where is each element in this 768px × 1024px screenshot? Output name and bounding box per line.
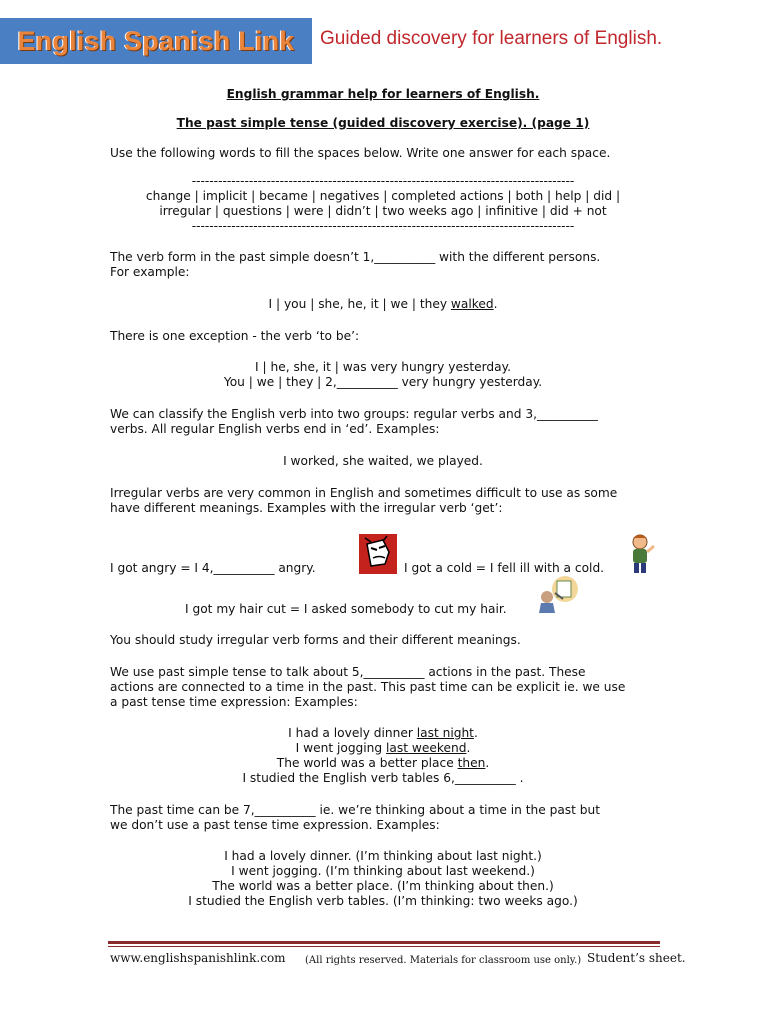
paragraph-4-line-2: have different meanings. Examples with the irregular verb ‘get’: xyxy=(110,501,503,515)
get-example-cold: I got a cold = I fell ill with a cold. xyxy=(404,561,605,575)
footer-rule-thin xyxy=(108,946,660,947)
example-to-be-1: I | he, she, it | was very hungry yesterday. xyxy=(255,360,511,374)
paragraph-6-line-2: actions are connected to a time in the past. This past time can be explicit ie. we use xyxy=(110,680,626,694)
paragraph-6-line-1: We use past simple tense to talk about 5,__________ actions in the past. These xyxy=(110,665,586,679)
paragraph-7-line-2: we don’t use a past tense time expression. Examples: xyxy=(110,818,440,832)
paragraph-7-line-1: The past time can be 7,__________ ie. we’re thinking about a time in the past but xyxy=(110,803,601,817)
example-implicit-4: I studied the English verb tables. (I’m thinking: two weeks ago.) xyxy=(188,894,578,908)
example-explicit-3 xyxy=(108,756,658,771)
example-explicit-1-time: last night xyxy=(416,726,474,740)
logo-text: English Spanish Link xyxy=(17,25,295,56)
example-persons-period: . xyxy=(493,297,498,311)
get-example-angry: I got angry = I 4,__________ angry. xyxy=(110,561,316,575)
paragraph-1-line-1: The verb form in the past simple doesn’t 1,__________ with the different persons. xyxy=(110,250,601,264)
example-explicit-2-text: I went jogging xyxy=(295,741,387,755)
paragraph-2: There is one exception - the verb ‘to be’: xyxy=(110,329,360,343)
tagline: Guided discovery for learners of English. xyxy=(320,28,663,49)
haircut-icon xyxy=(535,575,583,615)
footer-sheet-label: Student’s sheet. xyxy=(587,951,686,965)
page-subtitle: The past simple tense (guided discovery exercise). (page 1) xyxy=(176,116,590,130)
paragraph-1-line-2: For example: xyxy=(110,265,190,279)
example-explicit-1 xyxy=(108,726,658,741)
footer-rule-thick xyxy=(108,941,660,944)
example-explicit-1-period: . xyxy=(473,726,478,740)
example-implicit-3: The world was a better place. (I’m thinking about then.) xyxy=(212,879,554,893)
example-implicit-2: I went jogging. (I’m thinking about last weekend.) xyxy=(231,864,535,878)
example-explicit-4: I studied the English verb tables 6,__________ . xyxy=(242,771,524,785)
get-example-haircut: I got my hair cut = I asked somebody to cut my hair. xyxy=(185,602,507,616)
sick-person-icon xyxy=(620,532,660,576)
paragraph-3-line-2: verbs. All regular English verbs end in ‘ed’. Examples: xyxy=(110,422,440,436)
footer-url[interactable]: www.englishspanishlink.com xyxy=(110,951,286,965)
example-explicit-2 xyxy=(108,741,658,756)
example-persons-verb: walked xyxy=(450,297,494,311)
example-explicit-3-time: then xyxy=(457,756,486,770)
word-box-row-2: irregular | questions | were | didn’t | two weeks ago | infinitive | did + not xyxy=(159,204,607,218)
example-explicit-2-period: . xyxy=(466,741,471,755)
site-logo xyxy=(0,18,312,64)
example-implicit-1: I had a lovely dinner. (I’m thinking about last night.) xyxy=(224,849,542,863)
paragraph-4-line-1: Irregular verbs are very common in English and sometimes difficult to use as some xyxy=(110,486,618,500)
word-box-top-rule: --------------------------------------------------------------------------------------- xyxy=(191,174,575,188)
instructions: Use the following words to fill the spaces below. Write one answer for each space. xyxy=(110,146,611,160)
angry-face-icon xyxy=(357,532,401,576)
example-persons xyxy=(108,297,658,312)
page-title: English grammar help for learners of English. xyxy=(226,87,540,101)
example-explicit-3-period: . xyxy=(485,756,490,770)
paragraph-6-line-3: a past tense time expression: Examples: xyxy=(110,695,358,709)
example-explicit-2-time: last weekend xyxy=(386,741,467,755)
word-box-row-1: change | implicit | became | negatives | completed actions | both | help | did | xyxy=(145,189,621,203)
paragraph-3-line-1: We can classify the English verb into two groups: regular verbs and 3,__________ xyxy=(110,407,598,421)
word-box-bottom-rule: --------------------------------------------------------------------------------------- xyxy=(191,219,575,233)
example-persons-text: I | you | she, he, it | we | they xyxy=(268,297,451,311)
example-regular: I worked, she waited, we played. xyxy=(283,454,483,468)
example-explicit-3-text: The world was a better place xyxy=(276,756,458,770)
footer-rights: (All rights reserved. Materials for classroom use only.) xyxy=(305,955,582,966)
example-to-be-2: You | we | they | 2,__________ very hungry yesterday. xyxy=(223,375,543,389)
example-explicit-1-text: I had a lovely dinner xyxy=(288,726,417,740)
paragraph-5: You should study irregular verb forms and their different meanings. xyxy=(110,633,521,647)
